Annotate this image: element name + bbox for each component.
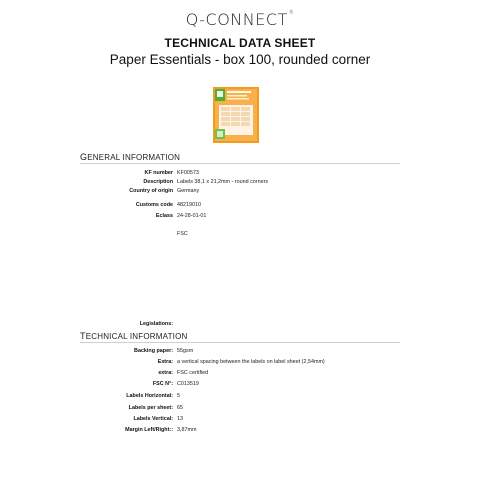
- kf-number-value: KF00573: [177, 170, 199, 176]
- labels-horizontal-value: 5: [177, 393, 180, 399]
- kf-number-label: KF number: [144, 170, 173, 176]
- legislations-row: [0, 319, 480, 329]
- extra-value: a vertical spacing between the labels on label sheet (2,54mm): [177, 359, 325, 365]
- labels-vertical-label: Labels Vertical:: [133, 416, 173, 422]
- general-row-country: [0, 186, 480, 196]
- product-box-image: [209, 85, 263, 145]
- technical-row-extra-2: [0, 368, 480, 378]
- technical-information-heading: TECHNICAL INFORMATION: [80, 331, 400, 343]
- country-label: Country of origin: [129, 188, 173, 194]
- labels-horizontal-label: Labels Horizontal:: [126, 393, 173, 399]
- labels-per-sheet-value: 65: [177, 405, 183, 411]
- backing-paper-value: 55gsm: [177, 348, 194, 354]
- page-title: TECHNICAL DATA SHEET: [164, 36, 316, 50]
- backing-paper-label: Backing paper:: [134, 348, 173, 354]
- labels-per-sheet-label: Labels per sheet:: [128, 405, 173, 411]
- country-value: Germany: [177, 188, 200, 194]
- technical-row-labels-horizontal: [0, 391, 480, 401]
- fsc-number-value: C013519: [177, 381, 199, 387]
- brand-logo: [0, 10, 480, 29]
- technical-row-extra: [0, 357, 480, 367]
- general-information-heading: GENERAL INFORMATION: [80, 152, 400, 164]
- page-subtitle: Paper Essentials - box 100, rounded corner: [109, 52, 371, 67]
- customs-code-label: Customs code: [135, 202, 173, 208]
- fsc-label: FSC: [177, 231, 188, 237]
- trademark-mark: ®: [288, 10, 295, 16]
- extra-2-value: FSC certified: [177, 370, 209, 376]
- description-value: Labels 38,1 x 21,2mm - round corners: [177, 179, 269, 185]
- description-label: Description: [143, 179, 173, 185]
- legislations-label: Legislations:: [139, 321, 173, 327]
- general-row-customs-code: [0, 200, 480, 210]
- margin-label: Margin Left/Right::: [125, 427, 173, 433]
- general-row-eclass: [0, 211, 480, 221]
- labels-vertical-value: 13: [177, 416, 183, 422]
- technical-row-labels-per-sheet: [0, 403, 480, 413]
- technical-row-labels-vertical: [0, 414, 480, 424]
- technical-row-margin: [0, 425, 480, 435]
- extra-2-label: extra:: [158, 370, 173, 376]
- customs-code-value: 48219010: [177, 202, 201, 208]
- eclass-value: 24-28-01-01: [177, 213, 207, 219]
- fsc-number-label: FSC N°:: [152, 381, 173, 387]
- technical-row-backing-paper: [0, 346, 480, 356]
- technical-row-fsc-number: [0, 379, 480, 389]
- logo-text: Q-CONNECT: [185, 10, 288, 29]
- extra-label: Extra:: [157, 359, 173, 365]
- margin-value: 3,87mm: [177, 427, 197, 433]
- eclass-label: Eclass: [155, 213, 173, 219]
